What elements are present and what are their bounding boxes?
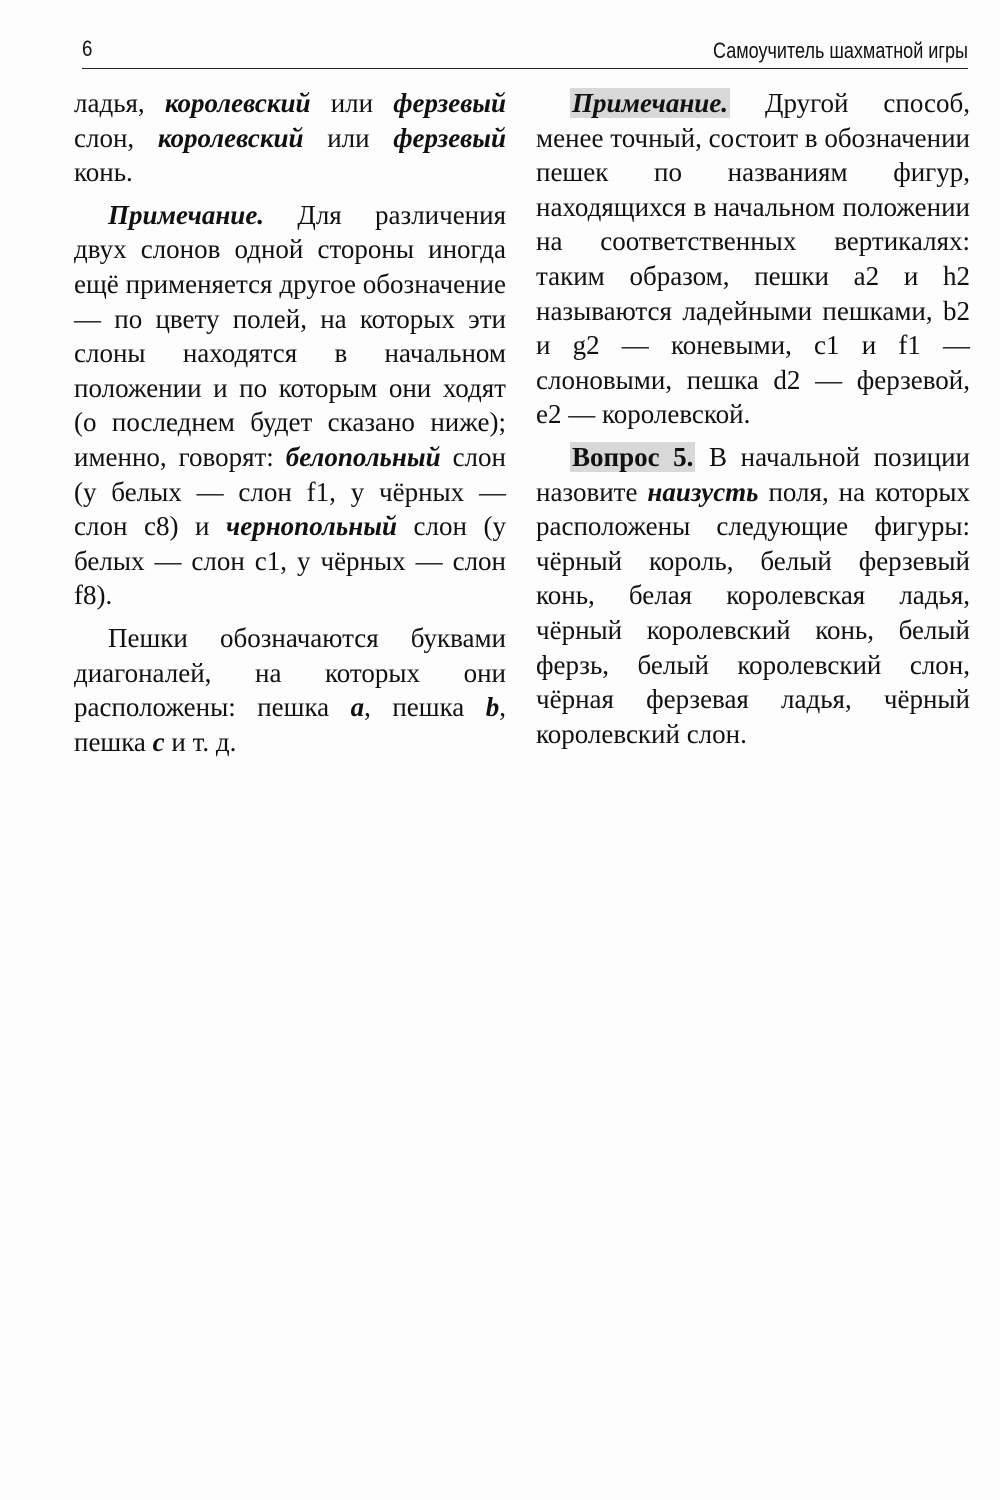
text-run: В начальной позиции назовите xyxy=(536,441,970,507)
right-column xyxy=(536,86,970,759)
question-label: Вопрос 5. xyxy=(572,441,694,472)
text-run: слон (у белых — слон f1, у чёрных — слон c8) и xyxy=(74,441,506,542)
text-run: Другой способ, менее точный, состоит в обозначении пешек по названиям фигур, находящихся в начальном положении на соответственных вертикалях: таким образом, пешки a2 и h2 называются ладейными пешками, b2 и g2 — коневыми, c1 и f1 — слоновыми, пешка d2 — ферзевой, e2 — королевской. xyxy=(536,88,970,430)
pawns-paragraph xyxy=(74,621,506,759)
text-run: или xyxy=(310,88,394,118)
text-run: слон (у белых — слон c1, у чёрных — слон f8). xyxy=(74,511,506,611)
emphasis-term: наизусть xyxy=(647,476,759,507)
note-label: Примечание. xyxy=(572,88,729,118)
emphasis-term: ферзевый xyxy=(393,122,506,153)
left-column xyxy=(74,86,506,767)
question-paragraph xyxy=(536,440,970,751)
text-run: или xyxy=(303,122,394,153)
paragraph-continued xyxy=(74,86,506,190)
emphasis-term: чернопольный xyxy=(226,511,397,542)
text-run: , пешка xyxy=(364,692,486,723)
text-run: и т. д. xyxy=(164,726,237,757)
note-paragraph xyxy=(536,86,970,432)
running-title: Самоучитель шахматной игры xyxy=(713,38,968,63)
note-paragraph xyxy=(74,198,506,613)
page-number: 6 xyxy=(82,36,93,61)
text-run: конь. xyxy=(74,157,133,188)
emphasis-term: b xyxy=(485,692,500,723)
text-run: поля, на которых расположены следующие фигуры: чёрный король, белый ферзевый конь, белая королевская ладья, чёрный королевский конь, белый ферзь, белый королевский слон, чёрная ферзевая ладья, чёрный королевский слон. xyxy=(536,476,970,749)
page-header xyxy=(82,30,968,69)
text-run: Для различения двух слонов одной стороны иногда ещё применяется другое обозначение — по цвету полей, на которых эти слоны находятся в начальном положении и по которым они ходят (о последнем будет сказано ниже); именно, говорят: xyxy=(74,199,506,472)
emphasis-term: ферзевый xyxy=(393,88,507,118)
emphasis-term: королевский xyxy=(164,88,311,118)
emphasis-term: белопольный xyxy=(285,441,441,472)
emphasis-term: королевский xyxy=(157,122,304,153)
emphasis-term: c xyxy=(152,726,165,757)
emphasis-term: a xyxy=(350,692,365,723)
text-run: ладья, xyxy=(74,88,165,118)
text-run: , пешка xyxy=(74,692,507,757)
note-label: Примечание. xyxy=(108,199,265,230)
text-run: Пешки обозначаются буквами диагоналей, на которых они расположены: пешка xyxy=(74,622,506,723)
text-run: слон, xyxy=(74,122,158,153)
